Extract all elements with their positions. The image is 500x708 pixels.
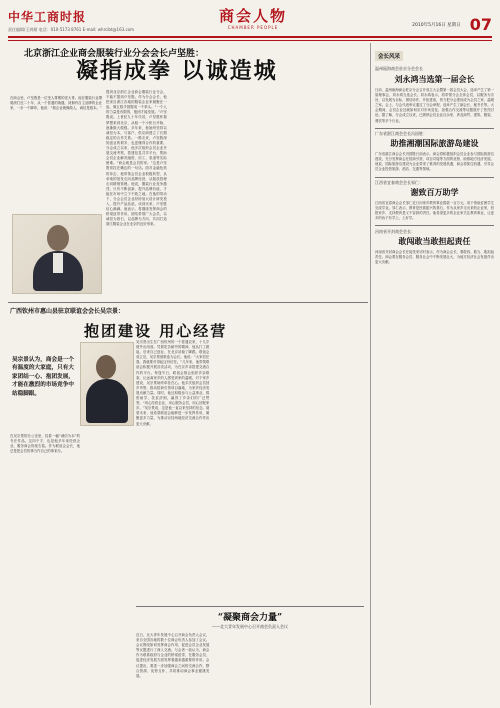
article2-kicker: 广西钦州市惠山县驻京联谊会会长吴宗景： [10,308,125,315]
article1-sidebar-text: 在商会里，卢坚胜是一位受人尊敬的老大哥。他在服装行业摸爬滚打近二十年，从一个普通的裁缝，到拥有自主品牌的企业家，一步一个脚印。他说：“做企业就像做人，诚信是根本。” [10,96,102,111]
article1-headline: 凝指成拳 以诚造城 [76,58,278,84]
right-item [375,66,494,124]
right-divider [375,177,494,178]
section-title: 商会人物 [218,7,287,25]
right-divider [375,128,494,129]
portrait-head [96,355,116,379]
right-item-headline: 刘永鸿当选第一届会长 [394,75,475,84]
section-title-en: CHAMBER PEOPLE [227,25,279,30]
news-box-subtitle: ——北大青年发展中心召开商会负责人会议 [212,624,288,629]
right-item [375,131,494,172]
right-item [375,229,494,265]
article2-headline: 抱团建设 用心经营 [84,322,228,340]
paper-name: 中华工商时报 [8,10,87,24]
right-item-headline: 助推湘潮国际旅游岛建设 [390,139,479,149]
right-column-label: 会长风采 [375,51,403,61]
page-number: 07 [469,15,492,34]
right-item-kicker: 河南省开封商会会长： [375,228,415,234]
right-item-text: 广东省湛江商会会长冯国胜日前表示，商会将积极组织会员企业参与国际旅游岛建设，充分发挥商会在招商引资、项目对接等方面的优势，助推地方经济发展。他说，国际旅游岛建设为企业带来了难得的发展机遇，商会将抓住机遇，引导会员企业投资旅游、酒店、交通等领域。 [375,152,494,172]
right-item-kicker: 温州瓯海商会驻京分会会长 [375,66,423,71]
news-box-text: 近日，北大青年发展中心召开商会负责人会议，来自全国各地的数十位商会负责人参加了会议。会议围绕如何发挥商会作用、促进会员企业发展等议题进行了深入交流。与会者一致认为，商会作为联系政府与企业的桥梁纽带，在服务会员、促进经济发展方面发挥着越来越重要的作用。会议提出，要进一步加强商会之间的交流合作，整合资源、优势互补，共同推动商会事业健康发展。 [136,633,210,678]
right-item [375,180,494,221]
right-column [370,43,494,705]
masthead-right [412,14,492,34]
article2-left-column [10,434,80,702]
right-divider [375,225,494,226]
right-item-text: 河南省开封商会会长在接受采访时表示，作为商会会长，要敢闯、敢当、敢担起责任。商会要在服务会员、服务社会中不断发展壮大，为地方经济社会发展作出更大贡献。 [375,249,494,265]
portrait-head [47,225,69,251]
right-item-kicker: 江西省宜春商会会长邹仁： [375,180,423,186]
right-item-text: 江西省宜春商会会长邹仁近日向家乡教育事业捐款一百万元，用于资助贫困学生完成学业。邹仁表示，教育是民族振兴的基石，作为从家乡走出来的企业家，回报家乡、支持教育是义不容辞的责任。他希望更多的企业家关注教育事业，让更多的孩子有学上、上好学。 [375,201,494,221]
right-item-headline: 敢闯敢当敢担起责任 [398,236,471,246]
issue-date: 2010年5月16日 星期日 [412,22,461,28]
right-item-kicker: 广东省湛江商会会长冯国胜： [375,131,427,137]
news-box-title: “凝聚商会力量” [217,613,283,623]
editor-info: 责任编辑/王鸿雁 电话：010-5173 8761 E-mail: whrcibt@163.com [8,27,134,32]
masthead-rule-thin [8,40,492,41]
article1-portrait-photo [12,214,102,294]
portrait-suit [86,379,128,423]
article1-kicker: 北京浙江企业商会服装行业分会会长卢坚胜： [24,49,205,59]
article1-body [106,90,361,300]
masthead [8,8,492,38]
portrait-shirt [53,253,63,273]
article-divider [8,302,368,303]
news-box [136,606,364,705]
article2-left-text: 在吴宗景的办公室里，挂着一幅“诚信为本”的书法作品。这四个字，也是他多年来经营企业、服务商会的座右铭。作为联谊会会长，他总是把会员的事当作自己的事来办。 [10,434,80,454]
section-banner [183,8,323,30]
article1-body-text: 提到北京浙江企业商会服装行业分会，不能不提到卢坚胜。作为分会会长，他把来自浙江各地的服装企业家凝聚在一起，像五根手指握成一个拳头。“一个人的力量是有限的，抱团才能发展。”卢坚胜说。上世纪九十年代初，卢坚胜怀揣梦想来到北京，从租一个小柜台开始，逐渐做大做强。多年来，他始终坚持以诚信为本，与客户、供应商建立了长期稳定的合作关系。一路走来，卢坚胜深知创业的艰辛，也更懂得合作的重要。分会成立以来，他多次组织会员企业开展交流考察，搭建信息共享平台，帮助会员企业解决融资、用工、渠道等实际困难。“商会就是会员的家。”这是卢坚胜常挂在嘴边的一句话。面对金融危机的冲击，他带领会员企业积极转型，从单纯的批发走向品牌经营，从粗放管理走向精细管理。他说，服装行业竞争激烈，只有不断创新、提升品牌价值，才能在市场中立于不败之地。在他的带动下，分会会员企业纷纷加大设计研发投入，提升产品品质。谈到未来，卢坚胜信心满满。他表示，将继续发挥商会的桥梁纽带作用，团结带领广大会员，以诚信为基石，以品牌为方向，共同打造浙江服装企业在北京的良好形象。 [106,90,167,227]
masthead-left [8,8,134,33]
article2-portrait-photo [80,342,134,426]
article2-pull-quote: 吴宗景认为，商会是一个有温度的大家庭，只有大家团结一心、抱团发展，才能在激烈的市场竞争中站稳脚跟。 [12,357,74,397]
right-item-headline: 谢致百万助学 [410,188,459,198]
article2-body-text: 吴宗景出生在广西钦州的一个普通农家，十几岁便外出闯荡。凭着吃苦耐劳的精神，他从打工做起，后来自己创业，在北京站稳了脚跟。联谊会成立后，吴宗景被推选为会长。他说：“大家信任我，我就要对得起这份信任。”几年来，他带领联谊会积极开展各类活动，为在京乡亲搭建交流合作的平台。每逢节日，联谊会都会组织乡亲联欢，让远离家乡的人感受到家的温暖。对于家乡建设，吴宗景始终牵挂在心。他多次组织会员回乡考察，推动招商引资项目落地，为家乡经济发展贡献力量。同时，他还积极参与公益事业，捐资助学、扶贫济困，赢得了乡亲们的广泛赞誉。“用心经营企业，用心服务会员，用心回报家乡。”吴宗景说，这是他一直以来坚持的信念。展望未来，他希望联谊会能够进一步发挥作用，凝聚更多力量，为推动京桂两地经济交流合作作出更大贡献。 [136,340,210,426]
masthead-rule [8,36,492,38]
right-item-text: 日前，温州瓯海商会驻京分会召开成立大会暨第一届会员大会，选举产生了第一届理事会，刘永鸿当选会长。刘永鸿表示，将带领分会全体会员，以服务为宗旨，以发展为目标，团结协作，开拓进取，努力把分会建设成为会员之家、温暖之家。会上，与会代表审议通过了分会章程，选举产生了副会长、秘书长等。大会期间，会员企业还就如何应对市场变化、加强合作交流等话题展开了热烈讨论。据了解，分会成立以来，已吸纳会员企业百余家，涉及商贸、建筑、服装、餐饮等多个行业。 [375,88,494,123]
article2-body [136,340,364,605]
